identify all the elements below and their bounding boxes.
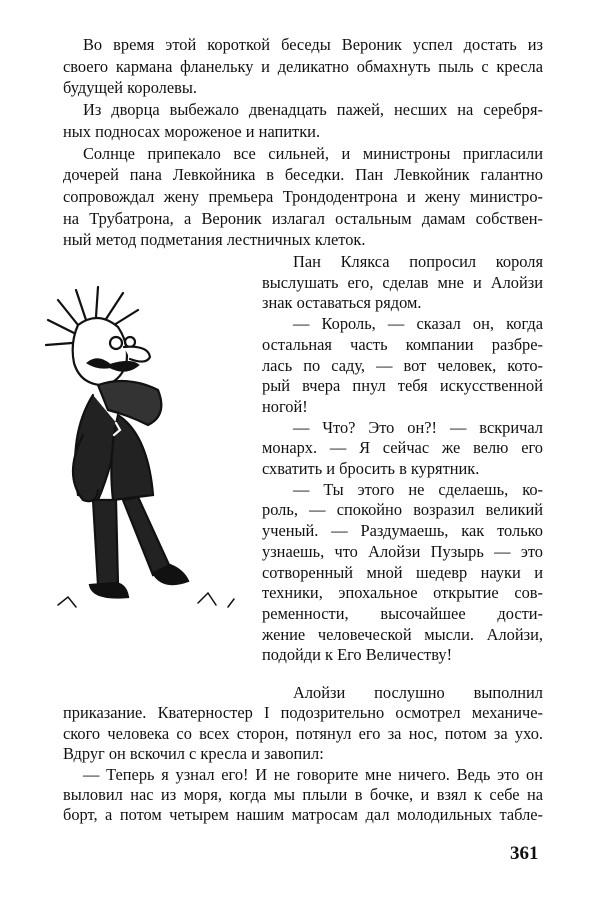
text-line: подойди к Его Величеству! [262,645,453,665]
text-line: дочерей пана Левкойника в беседки. Пан Левкойник галантно [63,165,543,185]
text-line: лась по саду, — вот человек, кото- [262,355,543,375]
text-line: ногой! [262,396,308,416]
text-line: будущей королевы. [63,78,197,98]
text-line: сопровождал жену премьера Трондодентрона и жену министро- [63,186,543,206]
text-line: знак оставаться рядом. [262,293,422,313]
text-line: — Что? Это он?! — вскричал [293,417,543,437]
illustration-man-with-mustache [38,285,253,620]
text-line: приказание. Кватерностер I подозрительно осмотрел механиче- [63,703,543,723]
text-line: ученый. — Раздумаешь, как только [262,521,543,541]
text-line: Алойзи послушно выполнил [293,683,543,702]
text-line: ных подносах мороженое и напитки. [63,121,321,141]
text-line: — Теперь я узнал его! И не говорите мне ничего. Ведь это он [83,764,543,784]
text-line: узнаешь, что Алойзи Пузырь — это [262,541,543,561]
text-line: — Король, — сказал он, когда [293,314,543,334]
text-line: борт, а потом четырем нашим матросам дал молодильных табле- [63,805,543,825]
text-line: ный метод подметания лестничных клеток. [63,230,366,250]
text-line: роль, — спокойно возразил великий [262,500,543,520]
text-line: жение человеческой мысли. Алойзи, [262,624,543,644]
text-line: остальная часть компании разбре- [262,334,543,354]
text-line: Из дворца выбежало двенадцать пажей, несших на серебря- [83,100,543,120]
text-line: на Трубатрона, а Вероник излагал остальным дамам собствен- [63,208,543,228]
text-line: рый вчера пнул тебя искусственной [262,376,543,396]
text-line: выловил нас из моря, когда мы плыли в бочке, и взял к себе на [63,785,543,804]
page-number: 361 [510,843,539,864]
text-line: схватить и бросить в курятник. [262,459,480,478]
text-line: — Ты этого не сделаешь, ко- [293,479,543,499]
text-line: Солнце припекало все сильней, и министроны пригласили [83,143,543,163]
text-line: Пан Клякса попросил короля [293,252,543,271]
text-line: монарх. — Я сейчас же велю его [262,438,543,458]
text-line: техники, эпохальное открытие сов- [262,583,543,603]
text-line: ременности, высочайшее дости- [262,603,543,623]
text-line: Вдруг он вскочил с кресла и завопил: [63,744,324,764]
text-line: ского человека со всех сторон, потянул его за нос, потом за ухо. [63,723,543,743]
text-line: Во время этой короткой беседы Вероник успел достать из [83,35,543,54]
text-line: своего кармана фланельку и деликатно обмахнуть пыль с кресла [63,56,543,76]
text-line: выслушать его, сделав мне и Алойзи [262,272,543,292]
text-line: сотворенный мной шедевр науки и [262,562,543,582]
